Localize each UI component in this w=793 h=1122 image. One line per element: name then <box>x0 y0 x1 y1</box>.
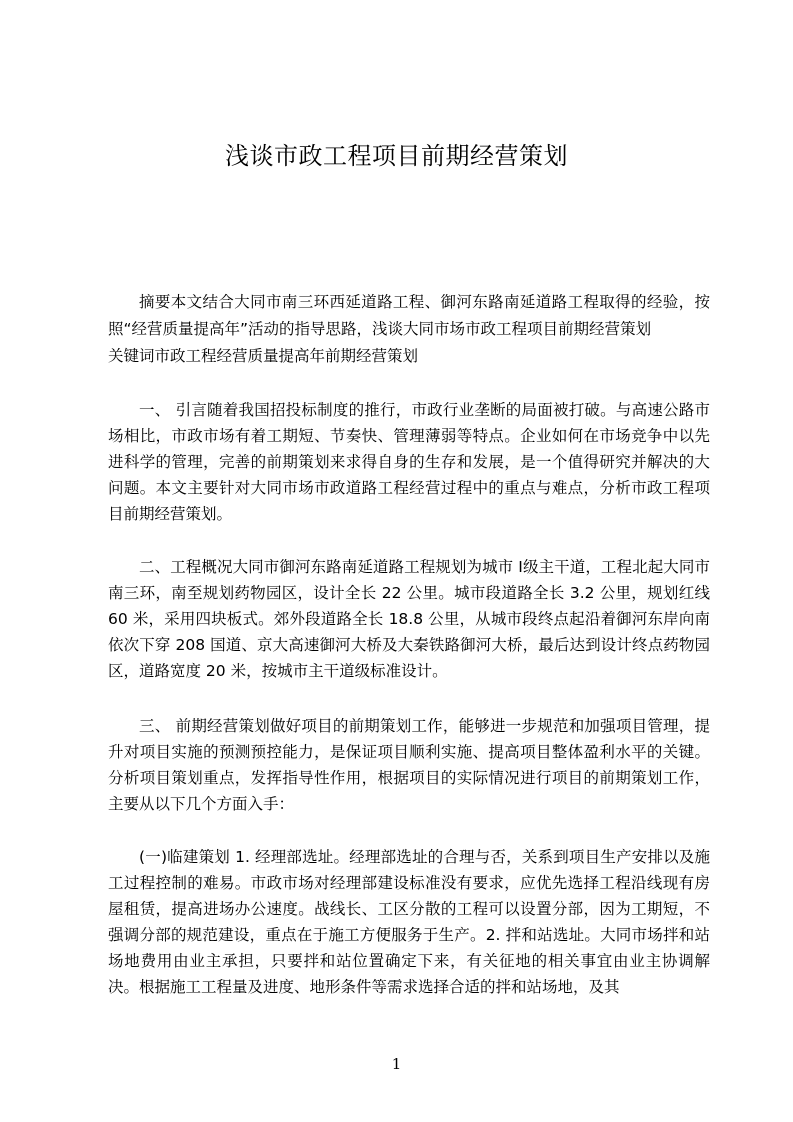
section-introduction: 一、 引言随着我国招投标制度的推行，市政行业垄断的局面被打破。与高速公路市场相比，市政市场有着工期短、节奏快、管理薄弱等特点。企业如何在市场竞争中以先进科学的管理，完善的前期策划来求得自身的生存和发展，是一个值得研究并解决的大问题。本文主要针对大同市场市政道路工程经营过程中的重点与难点，分析市政工程项目前期经营策划。 <box>108 401 710 523</box>
abstract-block <box>108 289 710 370</box>
keywords-line: 关键词市政工程经营质量提高年前期经营策划 <box>108 347 419 365</box>
section-pre-planning: 三、 前期经营策划做好项目的前期策划工作，能够进一步规范和加强项目管理，提升对项目实施的预测预控能力，是保证项目顺利实施、提高项目整体盈利水平的关键。分析项目策划重点，发挥指导性作用，根据项目的实际情况进行项目的前期策划工作，主要从以下几个方面入手： <box>108 717 710 813</box>
section-temporary-facilities: (一)临建策划 1. 经理部选址。经理部选址的合理与否，关系到项目生产安排以及施工过程控制的难易。市政市场对经理部建设标准没有要求，应优先选择工程沿线现有房屋租赁，提高进场办公速度。战线长、工区分散的工程可以设置分部，因为工期短，不强调分部的规范建设，重点在于施工方便服务于生产。2. 拌和站选址。大同市场拌和站场地费用由业主承担，只要拌和站位置确定下来，有关征地的相关事宜由业主协调解决。根据施工工程量及进度、地形条件等需求选择合适的拌和站场地，及其 <box>108 848 710 996</box>
abstract-paragraph: 摘要本文结合大同市南三环西延道路工程、御河东路南延道路工程取得的经验，按照“经营质量提高年”活动的指导思路，浅谈大同市场市政工程项目前期经营策划 <box>108 293 710 338</box>
section-project-overview: 二、工程概况大同市御河东路南延道路工程规划为城市 Ⅰ级主干道，工程北起大同市南三环，南至规划药物园区，设计全长 22 公里。城市段道路全长 3.2 公里，规划红线 60 米，采用四块板式。郊外段道路全长 18.8 公里，从城市段终点起沿着御河东岸向南依次下穿 208 国道、京大高速御河大桥及大秦铁路御河大桥，最后达到设计终点药物园区，道路宽度 20 米，按城市主干道级标准设计。 <box>108 558 710 680</box>
page-number: 1 <box>391 1055 402 1073</box>
document-title: 浅谈市政工程项目前期经营策划 <box>225 142 568 170</box>
